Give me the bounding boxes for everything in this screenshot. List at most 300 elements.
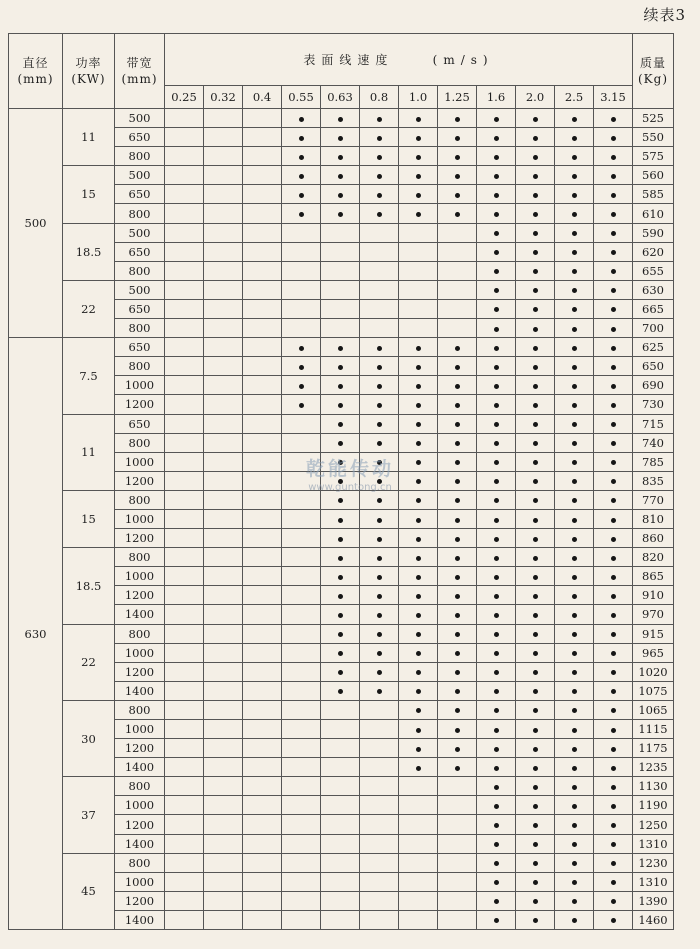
speed-cell [321, 910, 360, 929]
available-dot [416, 766, 421, 771]
available-dot [455, 403, 460, 408]
speed-cell [360, 548, 399, 567]
available-dot [572, 193, 577, 198]
available-dot [533, 785, 538, 790]
speed-cell [204, 185, 243, 204]
power-cell: 15 [63, 490, 115, 547]
speed-cell [477, 452, 516, 471]
speed-cell [516, 815, 555, 834]
available-dot [611, 823, 616, 828]
speed-cell [399, 605, 438, 624]
available-dot [455, 155, 460, 160]
available-dot [416, 174, 421, 179]
speed-cell [555, 777, 594, 796]
speed-cell [438, 433, 477, 452]
available-dot [377, 117, 382, 122]
available-dot [533, 346, 538, 351]
speed-cell [282, 720, 321, 739]
belt-width-cell: 650 [115, 128, 165, 147]
available-dot [494, 136, 499, 141]
speed-cell [360, 739, 399, 758]
available-dot [611, 689, 616, 694]
speed-cell [321, 586, 360, 605]
speed-cell [438, 299, 477, 318]
speed-cell [204, 319, 243, 338]
speed-cell [321, 567, 360, 586]
speed-cell [321, 166, 360, 185]
diameter-unit: (mm) [17, 72, 54, 86]
speed-cell [477, 280, 516, 299]
power-cell: 15 [63, 166, 115, 223]
speed-cell [282, 834, 321, 853]
belt-width-cell: 650 [115, 338, 165, 357]
available-dot [572, 689, 577, 694]
available-dot [533, 842, 538, 847]
diameter-label: 直径 [22, 56, 49, 70]
speed-cell [321, 376, 360, 395]
speed-cell [165, 853, 204, 872]
speed-cell [516, 242, 555, 261]
available-dot [338, 575, 343, 580]
speed-cell [282, 586, 321, 605]
available-dot [455, 136, 460, 141]
speed-cell [321, 471, 360, 490]
speed-cell [555, 815, 594, 834]
available-dot [533, 861, 538, 866]
speed-cell [555, 376, 594, 395]
speed-cell [438, 777, 477, 796]
speed-cell [165, 338, 204, 357]
speed-cell [477, 605, 516, 624]
speed-cell [438, 796, 477, 815]
speed-cell [438, 834, 477, 853]
available-dot [338, 556, 343, 561]
available-dot [377, 384, 382, 389]
available-dot [416, 537, 421, 542]
speed-cell [477, 490, 516, 509]
available-dot [455, 346, 460, 351]
available-dot [572, 823, 577, 828]
available-dot [611, 212, 616, 217]
available-dot [377, 613, 382, 618]
speed-cell [594, 720, 633, 739]
available-dot [299, 174, 304, 179]
speed-cell [516, 872, 555, 891]
available-dot [494, 747, 499, 752]
speed-cell [477, 395, 516, 414]
available-dot [533, 327, 538, 332]
speed-cell [594, 299, 633, 318]
available-dot [572, 670, 577, 675]
speed-cell [204, 586, 243, 605]
speed-cell [399, 739, 438, 758]
table-row [9, 490, 674, 509]
belt-width-cell: 1000 [115, 376, 165, 395]
speed-cell [516, 395, 555, 414]
speed-cell [165, 395, 204, 414]
speed-cell [555, 109, 594, 128]
speed-cell [282, 338, 321, 357]
speed-cell [360, 471, 399, 490]
table-row [9, 624, 674, 643]
speed-cell [282, 242, 321, 261]
watermark-url: www.guntong.cn [308, 482, 392, 493]
speed-cell [594, 586, 633, 605]
speed-cell [555, 891, 594, 910]
power-cell: 22 [63, 280, 115, 337]
available-dot [338, 136, 343, 141]
available-dot [338, 689, 343, 694]
mass-cell: 625 [633, 338, 674, 357]
belt-width-cell: 1400 [115, 681, 165, 700]
available-dot [455, 174, 460, 179]
available-dot [533, 422, 538, 427]
available-dot [494, 708, 499, 713]
speed-cell [399, 376, 438, 395]
speed-cell [516, 338, 555, 357]
available-dot [416, 632, 421, 637]
power-cell: 7.5 [63, 338, 115, 414]
available-dot [611, 288, 616, 293]
speed-cell [282, 128, 321, 147]
mass-cell: 1235 [633, 758, 674, 777]
available-dot [611, 365, 616, 370]
available-dot [494, 689, 499, 694]
speed-cell [204, 490, 243, 509]
speed-cell [321, 414, 360, 433]
available-dot [494, 403, 499, 408]
speed-cell [399, 109, 438, 128]
speed-cell [594, 529, 633, 548]
diameter-cell: 500 [9, 109, 63, 338]
speed-cell [321, 815, 360, 834]
speed-value: 0.8 [360, 86, 399, 109]
speed-cell [204, 853, 243, 872]
speed-cell [282, 433, 321, 452]
speed-cell [477, 720, 516, 739]
available-dot [377, 212, 382, 217]
speed-cell [204, 509, 243, 528]
speed-cell [594, 280, 633, 299]
available-dot [299, 155, 304, 160]
speed-cell [204, 796, 243, 815]
available-dot [572, 556, 577, 561]
speed-cell [165, 643, 204, 662]
available-dot [416, 575, 421, 580]
available-dot [494, 441, 499, 446]
speed-cell [165, 471, 204, 490]
speed-cell [594, 319, 633, 338]
speed-cell [438, 872, 477, 891]
table-row [9, 166, 674, 185]
available-dot [377, 365, 382, 370]
available-dot [416, 346, 421, 351]
speed-cell [399, 548, 438, 567]
speed-cell [243, 319, 282, 338]
available-dot [533, 307, 538, 312]
available-dot [611, 155, 616, 160]
speed-cell [165, 548, 204, 567]
speed-cell [516, 109, 555, 128]
speed-cell [399, 242, 438, 261]
speed-cell [399, 815, 438, 834]
mass-cell: 915 [633, 624, 674, 643]
speed-cell [516, 299, 555, 318]
speed-cell [594, 796, 633, 815]
available-dot [377, 403, 382, 408]
available-dot [455, 422, 460, 427]
available-dot [377, 460, 382, 465]
speed-cell [165, 166, 204, 185]
speed-cell [594, 414, 633, 433]
available-dot [455, 460, 460, 465]
available-dot [572, 766, 577, 771]
available-dot [611, 346, 616, 351]
available-dot [611, 728, 616, 733]
speed-cell [204, 147, 243, 166]
speed-cell [516, 605, 555, 624]
available-dot [377, 632, 382, 637]
speed-cell [555, 586, 594, 605]
speed-cell [438, 910, 477, 929]
available-dot [572, 155, 577, 160]
speed-cell [360, 109, 399, 128]
available-dot [377, 556, 382, 561]
speed-cell [360, 758, 399, 777]
speed-cell [321, 891, 360, 910]
available-dot [611, 880, 616, 885]
speed-cell [282, 910, 321, 929]
speed-cell [594, 128, 633, 147]
speed-cell [516, 414, 555, 433]
speed-cell [282, 223, 321, 242]
mass-header [633, 34, 674, 109]
available-dot [455, 594, 460, 599]
speed-cell [165, 128, 204, 147]
belt-width-cell: 500 [115, 109, 165, 128]
available-dot [377, 651, 382, 656]
speed-cell [360, 452, 399, 471]
mass-cell: 525 [633, 109, 674, 128]
available-dot [494, 670, 499, 675]
available-dot [572, 136, 577, 141]
available-dot [494, 785, 499, 790]
speed-cell [516, 223, 555, 242]
available-dot [572, 804, 577, 809]
speed-cell [165, 681, 204, 700]
available-dot [494, 766, 499, 771]
available-dot [611, 804, 616, 809]
mass-cell: 1020 [633, 662, 674, 681]
speed-cell [204, 891, 243, 910]
speed-cell [399, 433, 438, 452]
speed-cell [555, 395, 594, 414]
available-dot [611, 575, 616, 580]
available-dot [416, 422, 421, 427]
available-dot [416, 670, 421, 675]
speed-cell [477, 624, 516, 643]
speed-cell [594, 261, 633, 280]
available-dot [572, 327, 577, 332]
speed-cell [399, 261, 438, 280]
speed-cell [438, 376, 477, 395]
belt-width-cell: 1200 [115, 471, 165, 490]
available-dot [533, 460, 538, 465]
available-dot [494, 327, 499, 332]
available-dot [416, 441, 421, 446]
speed-cell [555, 414, 594, 433]
available-dot [494, 288, 499, 293]
belt-width-cell: 1000 [115, 452, 165, 471]
speed-cell [165, 185, 204, 204]
available-dot [611, 136, 616, 141]
speed-value: 1.6 [477, 86, 516, 109]
speed-cell [204, 739, 243, 758]
belt-width-cell: 650 [115, 242, 165, 261]
speed-cell [282, 319, 321, 338]
speed-cell [321, 338, 360, 357]
speed-cell [399, 529, 438, 548]
speed-cell [516, 681, 555, 700]
available-dot [416, 212, 421, 217]
speed-cell [438, 509, 477, 528]
speed-cell [399, 471, 438, 490]
speed-cell [204, 834, 243, 853]
speed-value: 0.25 [165, 86, 204, 109]
available-dot [572, 288, 577, 293]
mass-cell: 650 [633, 357, 674, 376]
speed-cell [360, 490, 399, 509]
speed-cell [438, 319, 477, 338]
speed-cell [516, 261, 555, 280]
speed-cell [594, 357, 633, 376]
available-dot [494, 918, 499, 923]
speed-cell [438, 586, 477, 605]
belt-width-header [115, 34, 165, 109]
belt-width-cell: 800 [115, 261, 165, 280]
speed-cell [243, 624, 282, 643]
speed-cell [555, 834, 594, 853]
mass-cell: 630 [633, 280, 674, 299]
available-dot [533, 288, 538, 293]
speed-cell [594, 548, 633, 567]
available-dot [572, 842, 577, 847]
speed-cell [594, 739, 633, 758]
available-dot [611, 632, 616, 637]
speed-cell [282, 700, 321, 719]
available-dot [494, 575, 499, 580]
speed-cell [594, 662, 633, 681]
available-dot [416, 651, 421, 656]
available-dot [572, 747, 577, 752]
speed-cell [399, 319, 438, 338]
available-dot [572, 403, 577, 408]
available-dot [611, 594, 616, 599]
available-dot [533, 651, 538, 656]
speed-cell [321, 490, 360, 509]
speed-cell [243, 853, 282, 872]
speed-cell [555, 490, 594, 509]
belt-width-cell: 1200 [115, 395, 165, 414]
speed-cell [243, 376, 282, 395]
mass-cell: 770 [633, 490, 674, 509]
available-dot [455, 537, 460, 542]
speed-cell [399, 223, 438, 242]
speed-cell [555, 529, 594, 548]
speed-cell [243, 910, 282, 929]
speed-cell [165, 204, 204, 223]
available-dot [455, 365, 460, 370]
speed-cell [438, 815, 477, 834]
available-dot [377, 422, 382, 427]
speed-cell [438, 109, 477, 128]
speed-cell [438, 223, 477, 242]
available-dot [533, 212, 538, 217]
available-dot [611, 231, 616, 236]
available-dot [572, 537, 577, 542]
speed-cell [594, 605, 633, 624]
speed-cell [516, 204, 555, 223]
speed-cell [321, 280, 360, 299]
speed-cell [321, 319, 360, 338]
speed-cell [438, 681, 477, 700]
speed-cell [477, 567, 516, 586]
speed-cell [438, 662, 477, 681]
mass-cell: 1130 [633, 777, 674, 796]
speed-cell [321, 872, 360, 891]
speed-cell [243, 357, 282, 376]
speed-cell [555, 796, 594, 815]
available-dot [533, 823, 538, 828]
speed-cell [165, 357, 204, 376]
speed-cell [516, 567, 555, 586]
available-dot [416, 136, 421, 141]
speed-cell [477, 261, 516, 280]
speed-cell [282, 605, 321, 624]
speed-cell [399, 643, 438, 662]
available-dot [572, 441, 577, 446]
speed-cell [360, 299, 399, 318]
mass-cell: 550 [633, 128, 674, 147]
speed-cell [438, 567, 477, 586]
available-dot [611, 899, 616, 904]
speed-cell [477, 681, 516, 700]
speed-cell [243, 720, 282, 739]
available-dot [494, 861, 499, 866]
speed-cell [594, 452, 633, 471]
speed-cell [360, 872, 399, 891]
mass-label: 质量 [639, 56, 666, 70]
available-dot [416, 498, 421, 503]
available-dot [533, 670, 538, 675]
available-dot [572, 785, 577, 790]
mass-cell: 1230 [633, 853, 674, 872]
speed-cell [243, 280, 282, 299]
table-row [9, 223, 674, 242]
speed-cell [516, 280, 555, 299]
speed-cell [165, 739, 204, 758]
belt-width-cell: 1000 [115, 872, 165, 891]
speed-cell [165, 261, 204, 280]
belt-width-cell: 800 [115, 490, 165, 509]
mass-cell: 575 [633, 147, 674, 166]
available-dot [494, 632, 499, 637]
available-dot [455, 708, 460, 713]
speed-cell [477, 109, 516, 128]
available-dot [377, 575, 382, 580]
speed-cell [282, 662, 321, 681]
available-dot [338, 594, 343, 599]
